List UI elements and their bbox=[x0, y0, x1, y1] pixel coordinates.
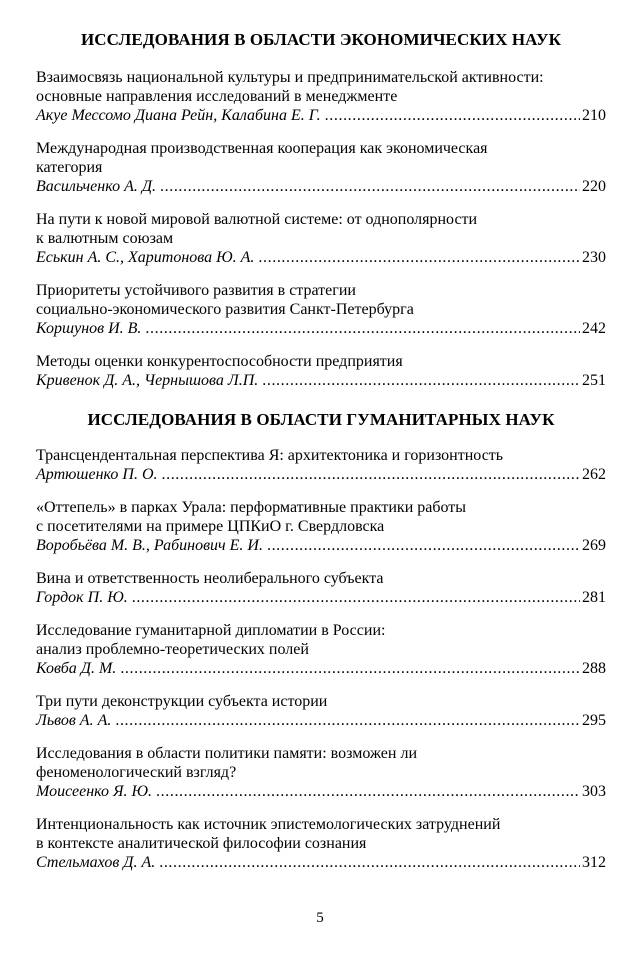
entry-page-number: 281 bbox=[582, 589, 606, 606]
dot-leader bbox=[162, 465, 581, 484]
dot-leader bbox=[258, 248, 580, 267]
entry-authors: Акуе Мессомо Диана Рейн, Калабина Е. Г. bbox=[36, 107, 321, 124]
entry-page-number: 288 bbox=[582, 660, 606, 677]
entry-authors: Артюшенко П. О. bbox=[36, 466, 158, 483]
dot-leader bbox=[160, 177, 580, 196]
entry-authors: Воробьёва М. В., Рабинович Е. И. bbox=[36, 537, 263, 554]
entry-byline bbox=[36, 371, 606, 390]
entry-page-number: 210 bbox=[582, 107, 606, 124]
entry-byline bbox=[36, 106, 606, 125]
entry-title: Приоритеты устойчивого развития в стратегии социально-экономического развития Санкт-Петербурга bbox=[36, 282, 414, 318]
section-heading: ИССЛЕДОВАНИЯ В ОБЛАСТИ ЭКОНОМИЧЕСКИХ НАУК bbox=[80, 30, 562, 49]
toc-entry bbox=[36, 498, 606, 555]
dot-leader bbox=[325, 106, 580, 125]
dot-leader bbox=[132, 588, 580, 607]
entry-page-number: 295 bbox=[582, 712, 606, 729]
toc-entry bbox=[36, 744, 606, 801]
toc-entry bbox=[36, 815, 606, 872]
toc-entry bbox=[36, 210, 606, 267]
entry-authors: Гордок П. Ю. bbox=[36, 589, 128, 606]
section-humanities bbox=[36, 410, 606, 872]
entry-title: Интенциональность как источник эпистемологических затруднений в контексте аналитической философии сознания bbox=[36, 816, 501, 852]
table-of-contents bbox=[36, 30, 606, 886]
toc-entry bbox=[36, 139, 606, 196]
toc-entry bbox=[36, 352, 606, 390]
entry-page-number: 251 bbox=[582, 372, 606, 389]
entry-page-number: 262 bbox=[582, 466, 606, 483]
entry-byline bbox=[36, 319, 606, 338]
entry-title: Вина и ответственность неолиберального субъекта bbox=[36, 570, 384, 587]
entry-page-number: 242 bbox=[582, 320, 606, 337]
dot-leader bbox=[145, 319, 580, 338]
dot-leader bbox=[267, 536, 580, 555]
section-heading: ИССЛЕДОВАНИЯ В ОБЛАСТИ ГУМАНИТАРНЫХ НАУК bbox=[87, 410, 555, 429]
dot-leader bbox=[159, 853, 580, 872]
entry-title: «Оттепель» в парках Урала: перформативные практики работы с посетителями на примере ЦПКиО г. Свердловска bbox=[36, 499, 467, 535]
entry-title: Методы оценки конкурентоспособности предприятия bbox=[36, 353, 403, 370]
toc-entry bbox=[36, 569, 606, 607]
entry-title: Исследования в области политики памяти: возможен ли феноменологический взгляд? bbox=[36, 745, 417, 781]
entry-title: Трансцендентальная перспектива Я: архитектоника и горизонтность bbox=[36, 447, 504, 464]
entry-title: Взаимосвязь национальной культуры и предпринимательской активности: основные направления исследований в менеджменте bbox=[36, 69, 544, 105]
toc-entry bbox=[36, 281, 606, 338]
entry-byline bbox=[36, 782, 606, 801]
dot-leader bbox=[156, 782, 580, 801]
entry-title: На пути к новой мировой валютной системе: от однополярности к валютным союзам bbox=[36, 211, 478, 247]
entry-byline bbox=[36, 177, 606, 196]
entry-page-number: 269 bbox=[582, 537, 606, 554]
dot-leader bbox=[120, 659, 580, 678]
entry-byline bbox=[36, 536, 606, 555]
entry-byline bbox=[36, 853, 606, 872]
entry-byline bbox=[36, 465, 606, 484]
entry-byline bbox=[36, 588, 606, 607]
section-economics bbox=[36, 30, 606, 390]
entry-byline bbox=[36, 248, 606, 267]
entry-page-number: 230 bbox=[582, 249, 606, 266]
dot-leader bbox=[262, 371, 580, 390]
toc-entry bbox=[36, 446, 606, 484]
page-number: 5 bbox=[316, 910, 324, 926]
toc-entry bbox=[36, 621, 606, 678]
toc-entry bbox=[36, 68, 606, 125]
entry-authors: Еськин А. С., Харитонова Ю. А. bbox=[36, 249, 255, 266]
entry-title: Три пути деконструкции субъекта истории bbox=[36, 693, 328, 710]
entry-byline bbox=[36, 711, 606, 730]
entry-title: Исследование гуманитарной дипломатии в России: анализ проблемно-теоретических полей bbox=[36, 622, 386, 658]
entry-page-number: 220 bbox=[582, 178, 606, 195]
entry-authors: Кривенок Д. А., Чернышова Л.П. bbox=[36, 372, 259, 389]
entry-page-number: 303 bbox=[582, 783, 606, 800]
entry-title: Международная производственная кооперация как экономическая категория bbox=[36, 140, 488, 176]
entry-page-number: 312 bbox=[582, 854, 606, 871]
entry-authors: Моисеенко Я. Ю. bbox=[36, 783, 153, 800]
entry-authors: Васильченко А. Д. bbox=[36, 178, 157, 195]
toc-entry bbox=[36, 692, 606, 730]
entry-authors: Стельмахов Д. А. bbox=[36, 854, 156, 871]
entry-byline bbox=[36, 659, 606, 678]
entry-authors: Львов А. А. bbox=[36, 712, 112, 729]
dot-leader bbox=[115, 711, 580, 730]
entry-authors: Ковба Д. М. bbox=[36, 660, 117, 677]
entry-authors: Коршунов И. В. bbox=[36, 320, 142, 337]
